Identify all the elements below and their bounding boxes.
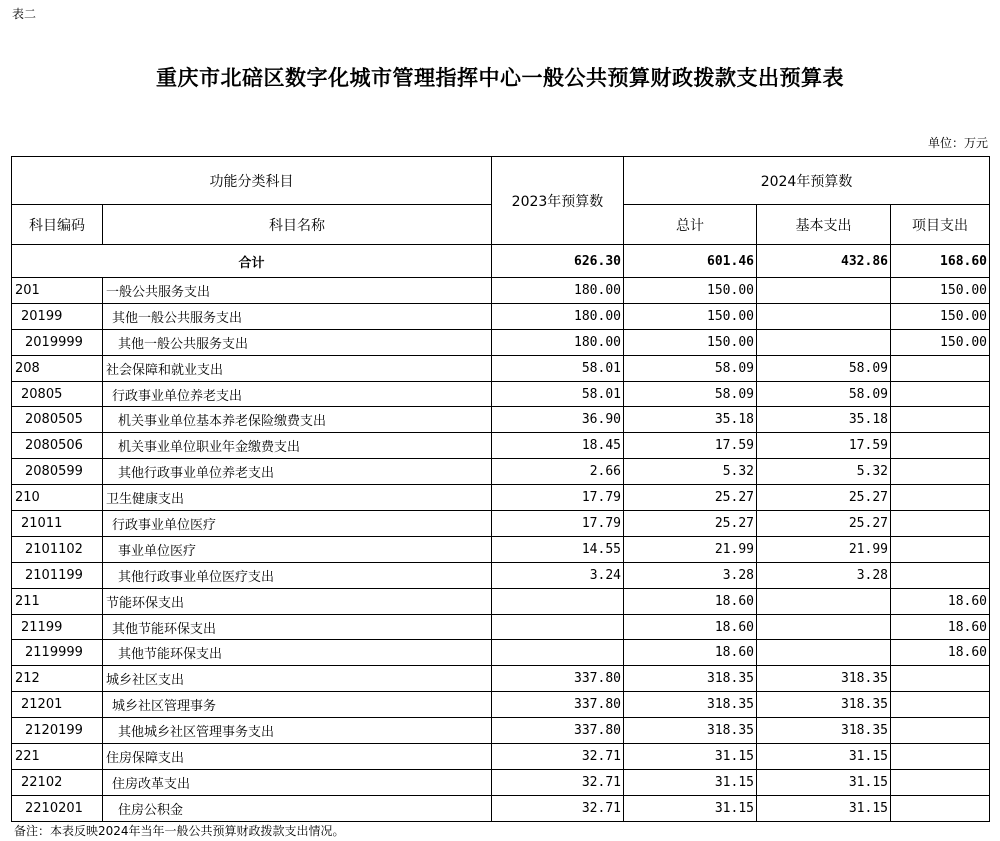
- row-total: 3.28: [624, 562, 757, 588]
- row-total: 318.35: [624, 718, 757, 744]
- row-project: [891, 355, 990, 381]
- table-row: [12, 536, 990, 562]
- row-code: 20805: [12, 381, 103, 407]
- code-header: 科目编码: [12, 205, 103, 245]
- row-basic: 5.32: [757, 459, 891, 485]
- row-basic: 21.99: [757, 536, 891, 562]
- row-prev: 32.71: [492, 744, 624, 770]
- row-total: 150.00: [624, 278, 757, 304]
- row-name: 事业单位医疗: [103, 536, 492, 562]
- summary-row: [12, 245, 990, 278]
- project-header: 项目支出: [891, 205, 990, 245]
- row-project: [891, 485, 990, 511]
- row-total: 150.00: [624, 303, 757, 329]
- row-code: 210: [12, 485, 103, 511]
- row-basic: 3.28: [757, 562, 891, 588]
- row-project: 150.00: [891, 329, 990, 355]
- row-project: [891, 744, 990, 770]
- row-name: 机关事业单位基本养老保险缴费支出: [103, 407, 492, 433]
- total-header: 总计: [624, 205, 757, 245]
- row-project: [891, 769, 990, 795]
- row-project: [891, 666, 990, 692]
- row-name: 其他一般公共服务支出: [103, 329, 492, 355]
- row-prev: 18.45: [492, 433, 624, 459]
- row-prev: 36.90: [492, 407, 624, 433]
- row-code: 21199: [12, 614, 103, 640]
- row-project: [891, 433, 990, 459]
- row-prev: 32.71: [492, 795, 624, 821]
- row-name: 机关事业单位职业年金缴费支出: [103, 433, 492, 459]
- row-total: 25.27: [624, 485, 757, 511]
- row-code: 2101102: [12, 536, 103, 562]
- unit-label: 单位：万元: [927, 136, 988, 150]
- row-project: 150.00: [891, 278, 990, 304]
- table-row: [12, 795, 990, 821]
- row-code: 2210201: [12, 795, 103, 821]
- table-row: [12, 278, 990, 304]
- summary-project: 168.60: [891, 245, 990, 278]
- row-basic: 31.15: [757, 769, 891, 795]
- row-total: 58.09: [624, 381, 757, 407]
- row-project: [891, 381, 990, 407]
- row-basic: 25.27: [757, 511, 891, 537]
- row-project: [891, 692, 990, 718]
- table-row: [12, 692, 990, 718]
- row-project: 150.00: [891, 303, 990, 329]
- table-row: [12, 562, 990, 588]
- table-row: [12, 329, 990, 355]
- row-name: 住房公积金: [103, 795, 492, 821]
- table-row: [12, 485, 990, 511]
- name-header: 科目名称: [103, 205, 492, 245]
- row-project: [891, 795, 990, 821]
- row-project: 18.60: [891, 588, 990, 614]
- row-basic: 318.35: [757, 692, 891, 718]
- prev-year-header: 2023年预算数: [492, 157, 624, 245]
- row-prev: 17.79: [492, 485, 624, 511]
- row-project: [891, 718, 990, 744]
- row-total: 31.15: [624, 769, 757, 795]
- row-code: 21201: [12, 692, 103, 718]
- row-name: 其他一般公共服务支出: [103, 303, 492, 329]
- row-basic: 35.18: [757, 407, 891, 433]
- row-basic: [757, 329, 891, 355]
- row-total: 18.60: [624, 588, 757, 614]
- cur-year-header: 2024年预算数: [624, 157, 990, 205]
- row-prev: 2.66: [492, 459, 624, 485]
- row-project: [891, 459, 990, 485]
- row-name: 其他行政事业单位医疗支出: [103, 562, 492, 588]
- row-total: 5.32: [624, 459, 757, 485]
- row-name: 行政事业单位养老支出: [103, 381, 492, 407]
- basic-header: 基本支出: [757, 205, 891, 245]
- row-basic: 17.59: [757, 433, 891, 459]
- table-row: [12, 614, 990, 640]
- table-row: [12, 355, 990, 381]
- row-basic: 58.09: [757, 381, 891, 407]
- table-tag: 表二: [12, 7, 37, 21]
- row-prev: 180.00: [492, 303, 624, 329]
- row-code: 221: [12, 744, 103, 770]
- row-project: 18.60: [891, 640, 990, 666]
- row-basic: 58.09: [757, 355, 891, 381]
- row-prev: 17.79: [492, 511, 624, 537]
- row-prev: 32.71: [492, 769, 624, 795]
- row-basic: [757, 640, 891, 666]
- row-prev: 58.01: [492, 381, 624, 407]
- table-row: [12, 744, 990, 770]
- table-row: [12, 640, 990, 666]
- row-code: 21011: [12, 511, 103, 537]
- row-basic: 318.35: [757, 666, 891, 692]
- row-project: [891, 407, 990, 433]
- row-total: 150.00: [624, 329, 757, 355]
- row-code: 2080505: [12, 407, 103, 433]
- row-prev: [492, 614, 624, 640]
- budget-table: [11, 156, 990, 822]
- row-basic: [757, 588, 891, 614]
- row-code: 212: [12, 666, 103, 692]
- table-row: [12, 381, 990, 407]
- row-prev: [492, 588, 624, 614]
- row-basic: 31.15: [757, 744, 891, 770]
- table-row: [12, 666, 990, 692]
- page-title: 重庆市北碚区数字化城市管理指挥中心一般公共预算财政拨款支出预算表: [156, 66, 844, 90]
- row-total: 31.15: [624, 795, 757, 821]
- row-name: 行政事业单位医疗: [103, 511, 492, 537]
- row-name: 其他节能环保支出: [103, 640, 492, 666]
- row-total: 17.59: [624, 433, 757, 459]
- footnote: 备注：本表反映2024年当年一般公共预算财政拨款支出情况。: [14, 824, 345, 838]
- row-prev: 337.80: [492, 718, 624, 744]
- row-name: 其他行政事业单位养老支出: [103, 459, 492, 485]
- row-code: 20199: [12, 303, 103, 329]
- row-total: 318.35: [624, 666, 757, 692]
- row-prev: 180.00: [492, 278, 624, 304]
- row-name: 城乡社区支出: [103, 666, 492, 692]
- row-name: 其他城乡社区管理事务支出: [103, 718, 492, 744]
- row-code: 22102: [12, 769, 103, 795]
- row-name: 住房保障支出: [103, 744, 492, 770]
- row-code: 211: [12, 588, 103, 614]
- summary-basic: 432.86: [757, 245, 891, 278]
- row-prev: 3.24: [492, 562, 624, 588]
- row-project: [891, 536, 990, 562]
- row-code: 2019999: [12, 329, 103, 355]
- row-total: 318.35: [624, 692, 757, 718]
- func-category-header: 功能分类科目: [12, 157, 492, 205]
- table-row: [12, 459, 990, 485]
- table-row: [12, 433, 990, 459]
- row-code: 2080506: [12, 433, 103, 459]
- table-row: [12, 407, 990, 433]
- row-name: 城乡社区管理事务: [103, 692, 492, 718]
- row-basic: 318.35: [757, 718, 891, 744]
- row-prev: 14.55: [492, 536, 624, 562]
- row-name: 其他节能环保支出: [103, 614, 492, 640]
- row-code: 2120199: [12, 718, 103, 744]
- row-code: 2101199: [12, 562, 103, 588]
- row-basic: 25.27: [757, 485, 891, 511]
- row-total: 18.60: [624, 614, 757, 640]
- row-total: 21.99: [624, 536, 757, 562]
- row-project: 18.60: [891, 614, 990, 640]
- summary-total: 601.46: [624, 245, 757, 278]
- summary-prev: 626.30: [492, 245, 624, 278]
- row-basic: [757, 614, 891, 640]
- row-basic: [757, 278, 891, 304]
- row-basic: 31.15: [757, 795, 891, 821]
- row-prev: [492, 640, 624, 666]
- table-row: [12, 588, 990, 614]
- row-project: [891, 562, 990, 588]
- row-prev: 337.80: [492, 666, 624, 692]
- row-basic: [757, 303, 891, 329]
- row-total: 31.15: [624, 744, 757, 770]
- row-prev: 58.01: [492, 355, 624, 381]
- table-row: [12, 511, 990, 537]
- summary-label: 合计: [12, 245, 492, 278]
- row-total: 35.18: [624, 407, 757, 433]
- row-total: 58.09: [624, 355, 757, 381]
- table-row: [12, 718, 990, 744]
- row-total: 18.60: [624, 640, 757, 666]
- row-name: 一般公共服务支出: [103, 278, 492, 304]
- row-name: 卫生健康支出: [103, 485, 492, 511]
- row-prev: 337.80: [492, 692, 624, 718]
- row-name: 住房改革支出: [103, 769, 492, 795]
- table-row: [12, 769, 990, 795]
- table-row: [12, 303, 990, 329]
- row-code: 2080599: [12, 459, 103, 485]
- row-code: 208: [12, 355, 103, 381]
- row-prev: 180.00: [492, 329, 624, 355]
- row-code: 201: [12, 278, 103, 304]
- row-total: 25.27: [624, 511, 757, 537]
- row-name: 社会保障和就业支出: [103, 355, 492, 381]
- row-code: 2119999: [12, 640, 103, 666]
- row-project: [891, 511, 990, 537]
- row-name: 节能环保支出: [103, 588, 492, 614]
